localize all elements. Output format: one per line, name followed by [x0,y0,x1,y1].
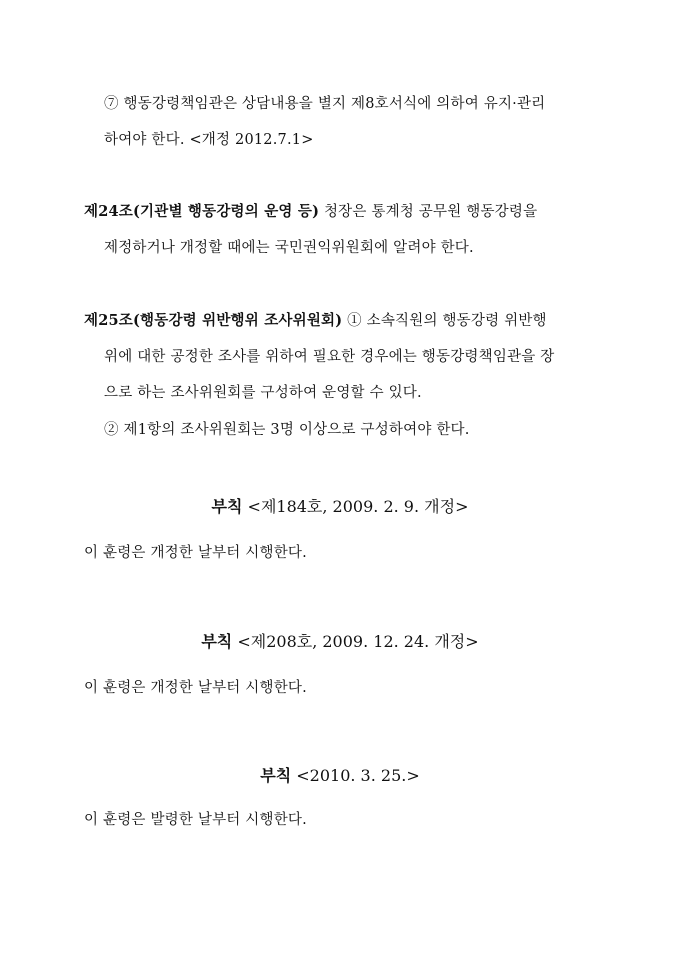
supplementary-note: <2010. 3. 25.> [296,766,420,785]
article-25-text: ① 소속직원의 행동강령 위반행 [342,313,547,329]
supplementary-heading-1 [0,496,680,518]
article-25-item-2: ② 제1항의 조사위원회는 3명 이상으로 구성하여야 한다. [104,422,470,438]
article-25-line-3: 으로 하는 조사위원회를 구성하여 운영할 수 있다. [104,385,422,401]
article-24-line-2: 제정하거나 개정할 때에는 국민권익위원회에 알려야 한다. [104,240,474,256]
supplementary-body-3: 이 훈령은 발령한 날부터 시행한다. [84,812,307,828]
supplementary-note: <제184호, 2009. 2. 9. 개정> [247,497,469,516]
article-25-heading: 제25조(행동강령 위반행위 조사위원회) [84,312,343,329]
article-25-line-2: 위에 대한 공정한 조사를 위하여 필요한 경우에는 행동강령책임관을 장 [104,349,555,365]
supplementary-body-1: 이 훈령은 개정한 날부터 시행한다. [84,545,307,561]
article-24-line-1 [84,202,537,222]
article-24-heading: 제24조(기관별 행동강령의 운영 등) [84,203,320,220]
supplementary-heading-3 [0,765,680,787]
article-23-item-7-line-2: 하여야 한다. <개정 2012.7.1> [104,132,314,148]
article-23-item-7-line-1: ⑦ 행동강령책임관은 상담내용을 별지 제8호서식에 의하여 유지·관리 [104,96,546,112]
supplementary-title: 부칙 [211,497,243,516]
article-24-text: 청장은 통계청 공무원 행동강령을 [319,204,538,220]
supplementary-body-2: 이 훈령은 개정한 날부터 시행한다. [84,680,307,696]
supplementary-title: 부칙 [201,632,233,651]
supplementary-note: <제208호, 2009. 12. 24. 개정> [237,632,479,651]
supplementary-heading-2 [0,631,680,653]
supplementary-title: 부칙 [260,766,292,785]
article-25-line-1 [84,311,547,331]
